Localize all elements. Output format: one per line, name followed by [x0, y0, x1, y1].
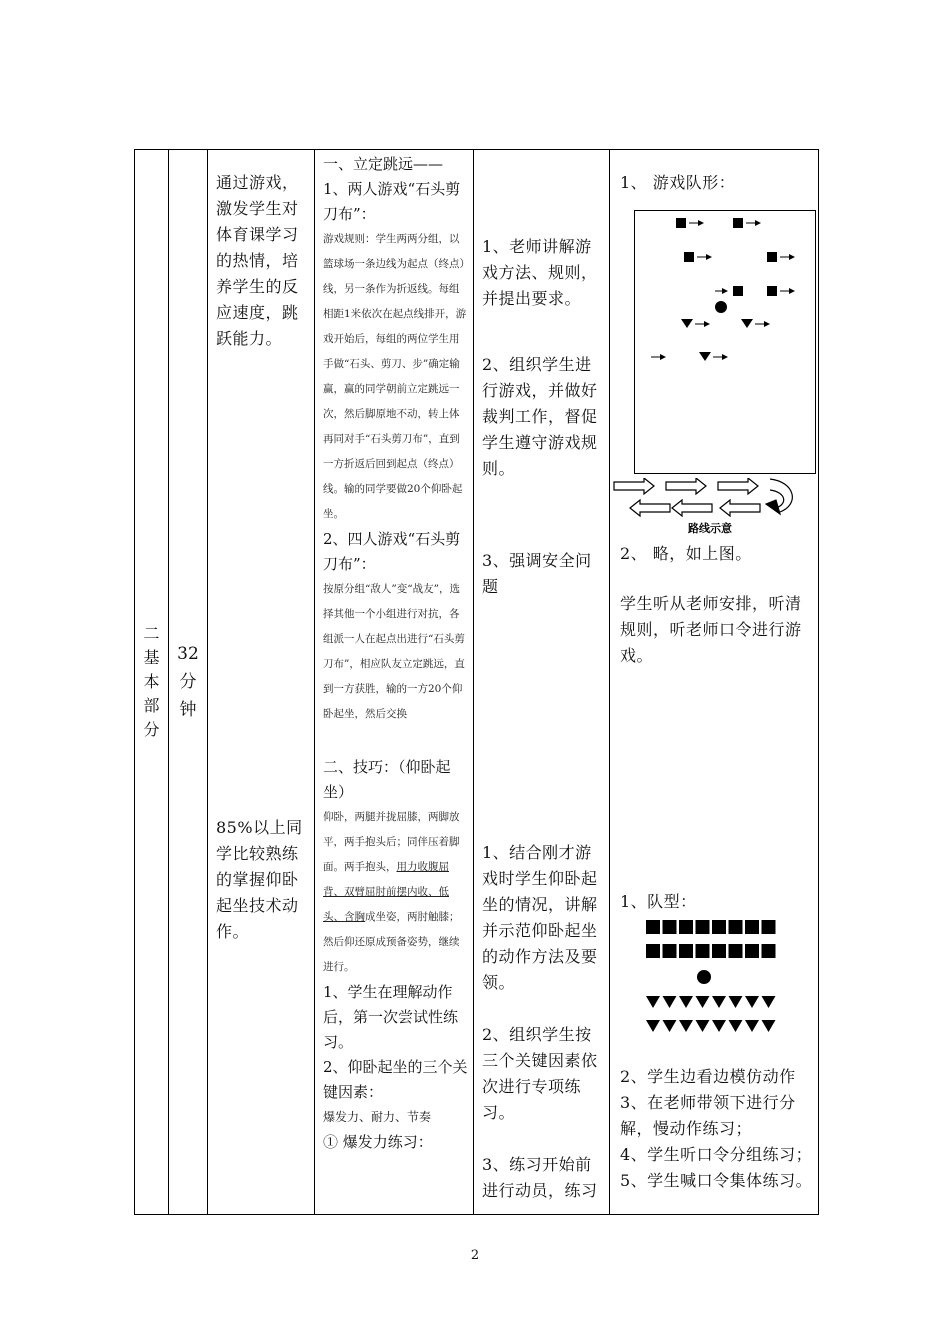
heading-skill: 二、技巧：（仰卧起坐）: [323, 758, 451, 801]
student-triangle-marker: [663, 996, 677, 1008]
route-diagram: [610, 478, 810, 538]
student-triangle-marker: [712, 996, 726, 1008]
formation-svg: [635, 211, 815, 473]
org-note-3: 学生听从老师安排，听清规则，听老师口令进行游戏。: [620, 594, 802, 665]
student-square-rows: [646, 920, 776, 958]
student-triangle-marker: [745, 1020, 759, 1032]
student-square-marker: [745, 944, 759, 958]
org-note-6: 3、在老师带领下进行分解，慢动作练习；: [620, 1093, 796, 1138]
student-triangle-marker: [646, 996, 660, 1008]
teacher-step-2: 2、组织学生进行游戏，并做好裁判工作，督促学生遵守游戏规则。: [482, 355, 598, 478]
teacher-step-3: 3、强调安全问题: [482, 551, 592, 596]
student-triangle-marker: [646, 1020, 660, 1032]
student-triangle-marker: [762, 996, 776, 1008]
section-name: 二 基 本 部 分: [143, 624, 160, 739]
student-square-marker: [696, 944, 710, 958]
game-2-title: 2、四人游戏“石头剪刀布”：: [323, 530, 461, 573]
student-square-marker: [646, 920, 660, 934]
student-square-marker: [712, 920, 726, 934]
student-square-marker: [762, 920, 776, 934]
student-square-marker: [729, 944, 743, 958]
game-2-rules: 按原分组“敌人”变“战友”，选择其他一个小组进行对抗，各组派一人在起点出进行“石头剪刀布”，相应队友立定跳远，直到一方获胜，输的一方20个仰卧起坐，然后交换: [323, 583, 465, 720]
class-formation-diagram: [644, 918, 784, 1038]
content-cell: [315, 150, 474, 1215]
teacher-step-6: 3、练习开始前进行动员，练习: [482, 1155, 598, 1200]
student-square-markers: [676, 218, 794, 296]
student-square-marker: [745, 920, 759, 934]
step-1: 1、学生在理解动作后，第一次尝试性练习。: [323, 983, 459, 1051]
student-square-marker: [696, 920, 710, 934]
route-arrows: [614, 478, 792, 516]
org-game-formation: 1、 游戏队形：: [620, 173, 736, 192]
table-row: [135, 150, 819, 1215]
objective-1: 通过游戏，激发学生对体育课学习的热情，培养学生的反应速度，跳跃能力。: [216, 173, 299, 348]
student-square-marker: [663, 920, 677, 934]
student-square-marker: [646, 944, 660, 958]
student-triangle-marker: [745, 996, 759, 1008]
student-triangle-marker: [762, 1020, 776, 1032]
student-triangle-marker: [663, 1020, 677, 1032]
student-square-marker: [663, 944, 677, 958]
teacher-step-5: 2、组织学生按三个关键因素依次进行专项练习。: [482, 1025, 598, 1122]
student-triangle-rows: [646, 996, 776, 1032]
student-square-marker: [679, 920, 693, 934]
teacher-activity-cell: [474, 150, 610, 1215]
objective-2: 85%以上同学比较熟练的掌握仰卧起坐技术动作。: [216, 818, 303, 941]
org-note-8: 5、学生喊口令集体练习。: [620, 1171, 813, 1190]
student-square-marker: [679, 944, 693, 958]
factor-1: ① 爆发力练习：: [323, 1133, 433, 1151]
student-triangle-marker: [696, 996, 710, 1008]
student-square-marker: [712, 944, 726, 958]
objectives-cell: [208, 150, 315, 1215]
lesson-plan-table: [134, 149, 819, 1215]
student-triangle-marker: [679, 996, 693, 1008]
org-note-2: 2、 略，如上图。: [620, 544, 752, 563]
game-1-title: 1、两人游戏“石头剪刀布”：: [323, 180, 461, 223]
org-formation-label: 1、队型：: [620, 892, 697, 911]
game-1-rules: 游戏规则：学生两两分组，以篮球场一条边线为起点（终点）线，另一条作为折返线。每组相距1米依次在起点线排开，游戏开始后，每组的两位学生用手做“石头、剪刀、步”确定输赢，赢的同学朝前立定跳远一次，然后脚原地不动，转上体再同对手“石头剪刀布”，直到一方折返后回到起点（终点）线。输的同学要做20个仰卧起坐。: [323, 233, 467, 520]
student-square-marker: [729, 920, 743, 934]
step-2: 2、仰卧起坐的三个关键因素：: [323, 1058, 468, 1101]
game-formation-diagram: [634, 210, 816, 474]
organization-cell: [610, 150, 819, 1215]
student-triangle-marker: [729, 1020, 743, 1032]
teacher-marker: [697, 970, 711, 984]
time-cell: [169, 150, 208, 1215]
student-triangle-marker: [729, 996, 743, 1008]
student-triangle-marker: [696, 1020, 710, 1032]
skill-description: 仰卧，两腿并拢屈膝，两脚放平，两手抱头后；同伴压着脚面。两手抱头，用力收腹屈背、双臂屈肘前摆内收、低头、含胸成坐姿，两肘触膝；然后仰还原成预备姿势，继续进行。: [323, 811, 460, 973]
page-number: 2: [470, 1248, 480, 1263]
time-allocation: 32 分 钟: [177, 644, 199, 720]
student-square-marker: [762, 944, 776, 958]
org-note-7: 4、学生听口令分组练习；: [620, 1145, 813, 1164]
teacher-marker: [715, 301, 727, 313]
teacher-step-4: 1、结合刚才游戏时学生仰卧起坐的情况，讲解并示范仰卧起坐的动作方法及要领。: [482, 843, 598, 992]
key-factors: 爆发力、耐力、节奏: [323, 1110, 432, 1124]
student-triangle-markers: [635, 319, 769, 430]
teacher-step-1: 1、老师讲解游戏方法、规则，并提出要求。: [482, 237, 598, 308]
org-note-5: 2、学生边看边模仿动作: [620, 1067, 796, 1086]
route-label: 路线示意: [688, 522, 732, 535]
student-triangle-marker: [679, 1020, 693, 1032]
student-triangle-marker: [712, 1020, 726, 1032]
section-name-cell: [135, 150, 169, 1215]
heading-standing-jump: 一、立定跳远——: [323, 155, 444, 173]
